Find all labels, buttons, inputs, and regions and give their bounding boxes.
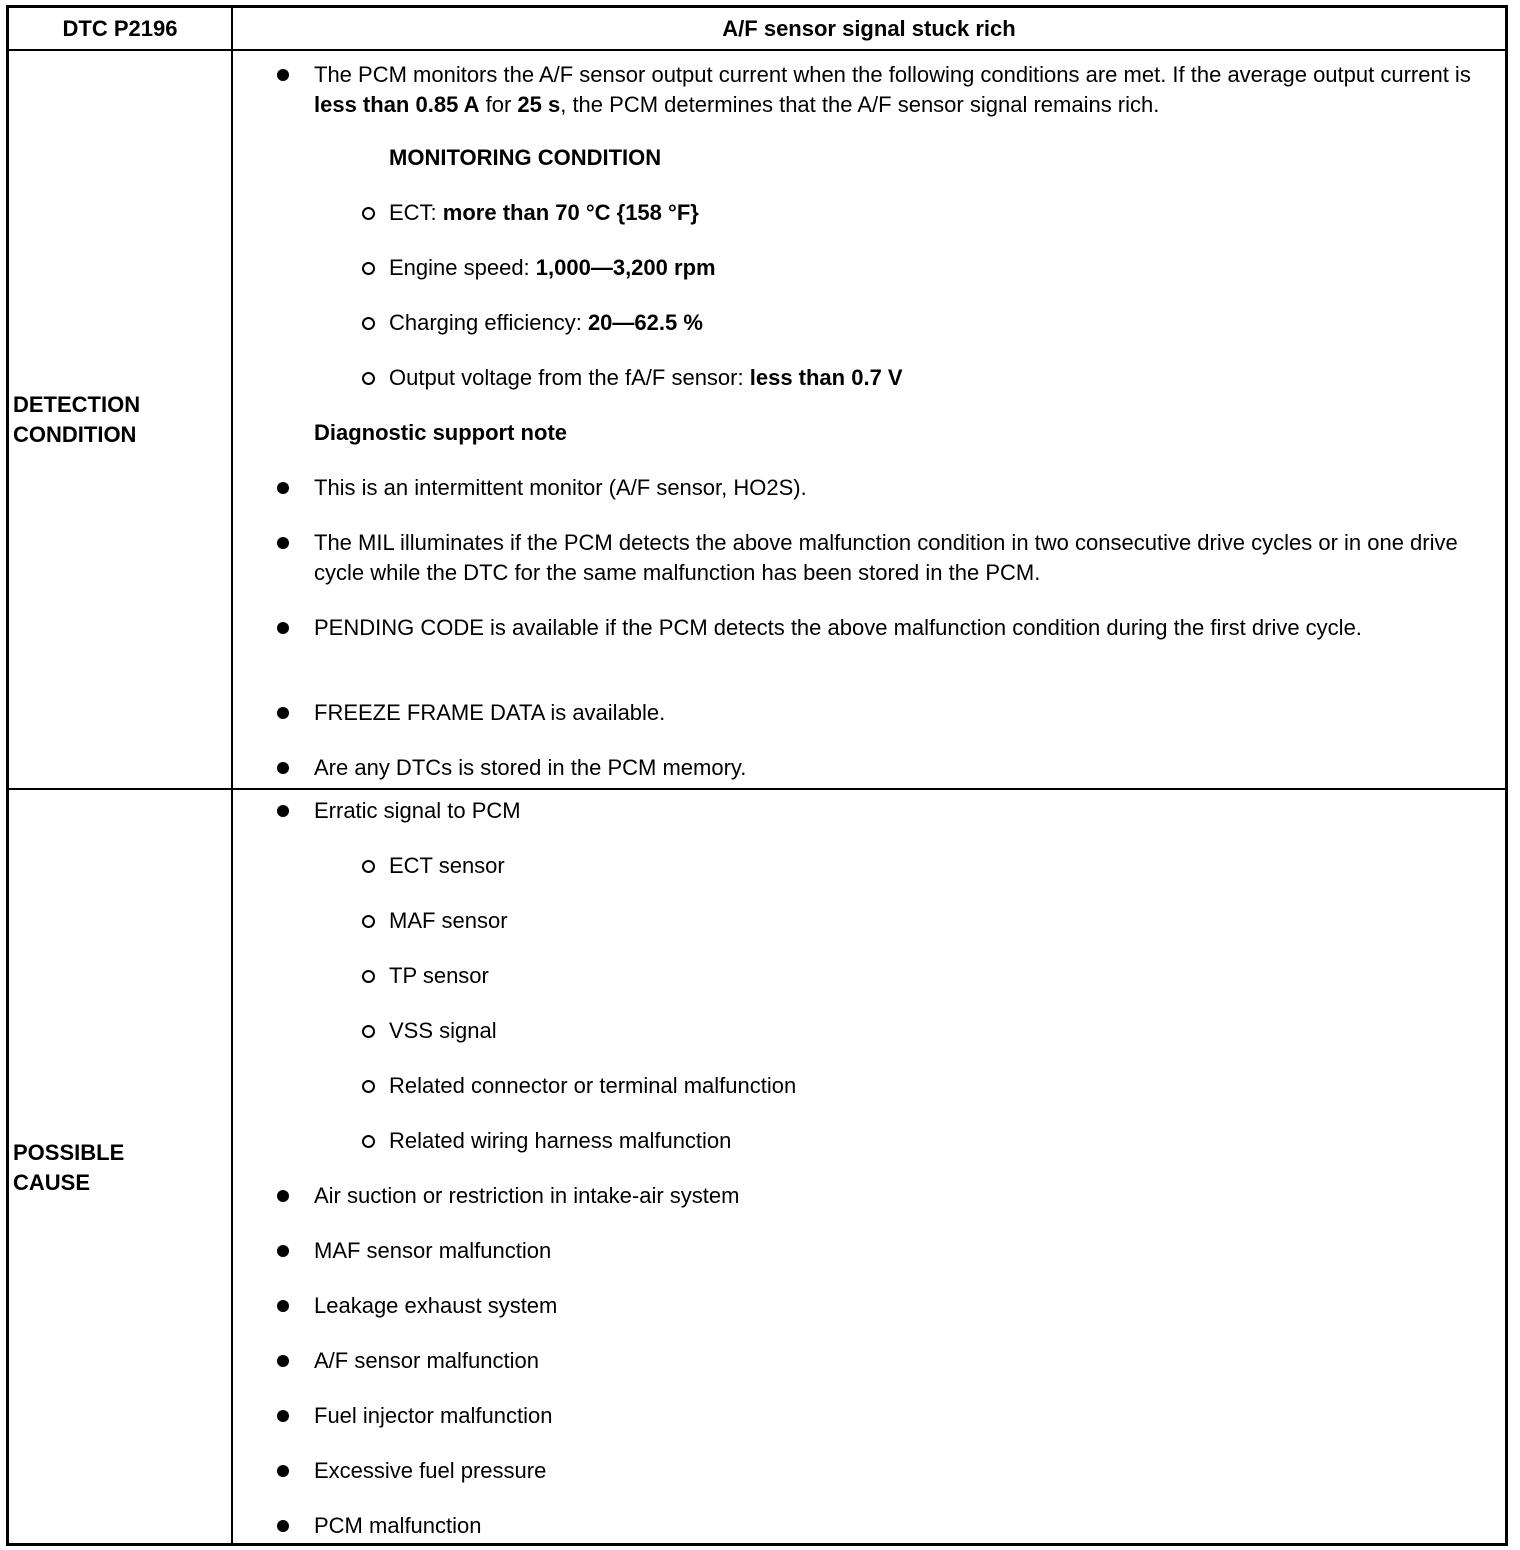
bullet-icon: [277, 622, 289, 634]
detection-condition-label: [13, 390, 223, 450]
dtc-code-header: DTC P2196: [62, 15, 178, 41]
possible-cause-label: [13, 1138, 223, 1198]
circle-bullet-icon: [362, 915, 375, 928]
detection-label-line1: DETECTION: [13, 392, 141, 417]
bullet-icon: [277, 762, 289, 774]
bullet-icon: [277, 1520, 289, 1532]
bullet-icon: [277, 1465, 289, 1477]
header-divider: [9, 49, 1505, 51]
circle-bullet-icon: [362, 1025, 375, 1038]
circle-bullet-icon: [362, 372, 375, 385]
circle-bullet-icon: [362, 207, 375, 220]
detection-label-line2: CONDITION: [13, 422, 137, 447]
bullet-icon: [277, 1190, 289, 1202]
bullet-icon: [277, 1245, 289, 1257]
circle-bullet-icon: [362, 317, 375, 330]
column-divider: [231, 8, 233, 1543]
cause-label-line2: CAUSE: [13, 1170, 91, 1195]
circle-bullet-icon: [362, 970, 375, 983]
bullet-icon: [277, 482, 289, 494]
monitor-intro-text: The PCM monitors the A/F sensor output current when the following conditions are met. If the average output current is less than 0.85 A for 25 s, the PCM determines that the A/F sensor signal remains rich.: [314, 62, 1471, 117]
circle-bullet-icon: [362, 1080, 375, 1093]
bullet-icon: [277, 805, 289, 817]
bullet-icon: [277, 537, 289, 549]
dtc-table: DTC P2196 A/F sensor signal stuck rich DETECTION CONDITION The PCM monitors the A/F sensor output current when the following conditions are met. If the average output current is less than 0.85 A for 25 s, the PCM determines that the A/F sensor signal remains rich. MONITORING CONDITION ECT: more than 70 °C {158 °F} Engine speed: 1,000—3,200 rpm Charging efficiency: 20—62.5 % Output voltage from the fA/F sensor: less than 0.7 V Diagnostic support note This is an intermittent monitor (A/F sensor, HO2S). The MIL illuminates if the PCM detects the above malfunction condition in two consecutive drive cycles or in one drive cycle while the DTC for the same malfunction has been stored in the PCM. PENDING CODE is available if the PCM detects the above malfunction condition during the first drive cycle. FREEZE FRAME DATA is available. Are any DTCs is stored in the PCM memory. POSSIBLE CAUSE Erratic signal to PCM ECT sensor MAF sensor TP sensor VSS signal Related connector or terminal malfunction Related wiring harness malfunction Air suction or restriction in intake-air system MAF sensor malfunction Leakage exhaust system A/F sensor malfunction Fuel injector malfunction Excessive fuel pressure PCM malfunction: [6, 5, 1508, 1546]
bullet-icon: [277, 1410, 289, 1422]
bullet-icon: [277, 69, 289, 81]
bullet-icon: [277, 707, 289, 719]
circle-bullet-icon: [362, 1135, 375, 1148]
row-divider: [9, 788, 1505, 790]
bullet-icon: [277, 1355, 289, 1367]
cause-label-line1: POSSIBLE: [13, 1140, 125, 1165]
dtc-title-header: A/F sensor signal stuck rich: [722, 15, 1016, 41]
circle-bullet-icon: [362, 262, 375, 275]
circle-bullet-icon: [362, 860, 375, 873]
bullet-icon: [277, 1300, 289, 1312]
